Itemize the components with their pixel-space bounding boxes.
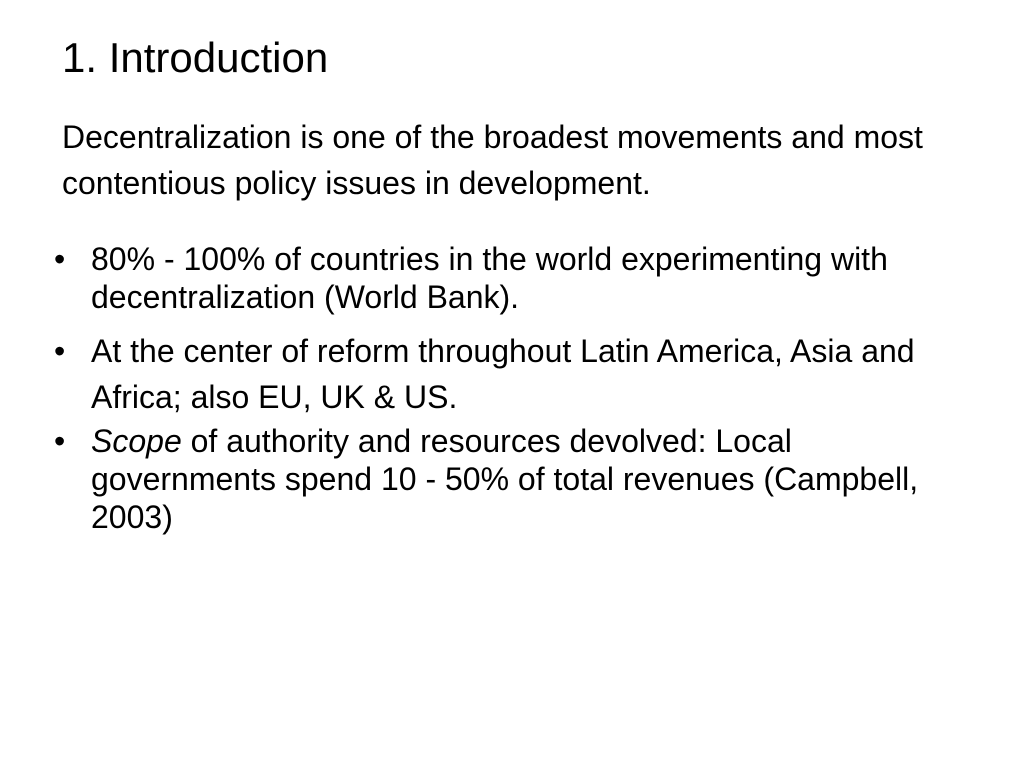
bullet-list	[54, 240, 984, 536]
bullet-item-scope	[54, 422, 984, 536]
bullet-text: At the center of reform throughout Latin America, Asia and Africa; also EU, UK & US.	[91, 333, 915, 415]
bullet-item-reform	[54, 328, 984, 420]
slide-subtitle: Decentralization is one of the broadest movements and most contentious policy issues in development.	[62, 119, 923, 201]
bullet-glyph: •	[54, 423, 66, 459]
bullet-item-countries	[54, 240, 984, 316]
bullet-lead-term: Scope	[91, 423, 182, 459]
bullet-glyph: •	[54, 241, 66, 277]
bullet-glyph: •	[54, 333, 66, 369]
slide-title: 1. Introduction	[62, 34, 329, 81]
bullet-text: 80% - 100% of countries in the world experimenting with decentralization (World Bank).	[91, 241, 888, 315]
bullet-text: of authority and resources devolved: Local governments spend 10 - 50% of total revenues (Campbell, 2003)	[91, 423, 919, 535]
